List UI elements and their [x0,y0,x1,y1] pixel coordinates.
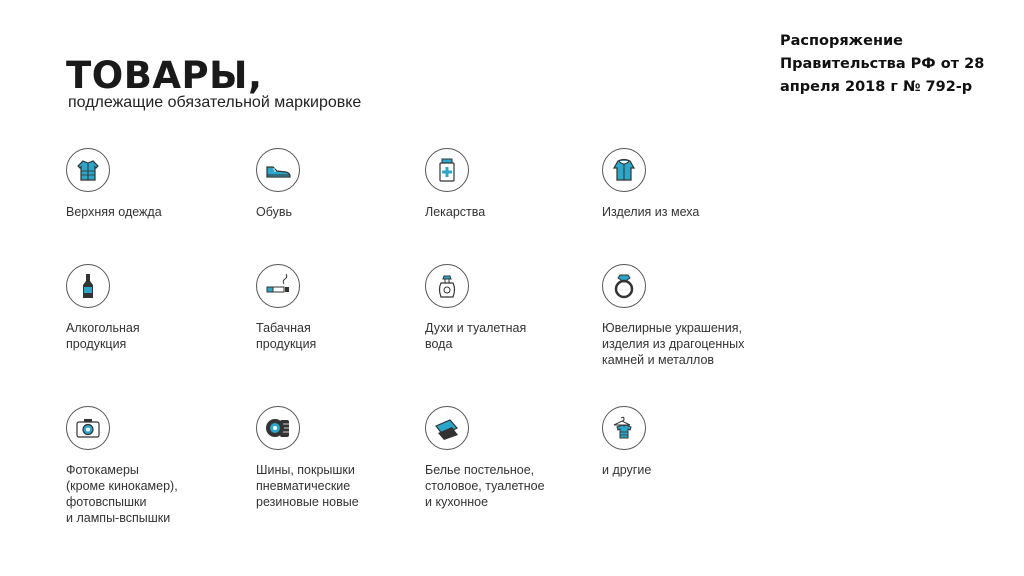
item-label: Ювелирные украшения, изделия из драгоценных камней и металлов [602,321,745,367]
item-label: и другие [602,463,652,477]
cigarette-icon [256,264,300,308]
medicine-icon [425,148,469,192]
bed-linen-icon [425,406,469,450]
ring-icon [602,264,646,308]
page-title: ТОВАРЫ, [66,54,263,97]
tire-icon [256,406,300,450]
decree-reference [780,30,1010,99]
item-label: Белье постельное, столовое, туалетное и кухонное [425,463,545,509]
bottle-icon [66,264,110,308]
item-label: Фотокамеры (кроме кинокамер), фотовспышки и лампы-вспышки [66,463,178,525]
decree-line: Распоряжение [780,33,903,49]
jacket-icon [66,148,110,192]
decree-line: апреля 2018 г № 792-р [780,79,973,95]
item-label: Алкогольная продукция [66,321,140,351]
item-label: Изделия из меха [602,205,700,219]
item-label: Шины, покрышки пневматические резиновые новые [256,463,359,509]
item-label: Лекарства [425,205,486,219]
decree-line: Правительства РФ от 28 [780,56,985,72]
item-label: Духи и туалетная вода [425,321,527,351]
item-label: Табачная продукция [256,321,317,351]
perfume-icon [425,264,469,308]
item-label: Обувь [256,205,293,219]
camera-icon [66,406,110,450]
page-subtitle: подлежащие обязательной маркировке [68,94,362,111]
clothes-icon [602,406,646,450]
fur-coat-icon [602,148,646,192]
item-label: Верхняя одежда [66,205,162,219]
shoe-icon [256,148,300,192]
